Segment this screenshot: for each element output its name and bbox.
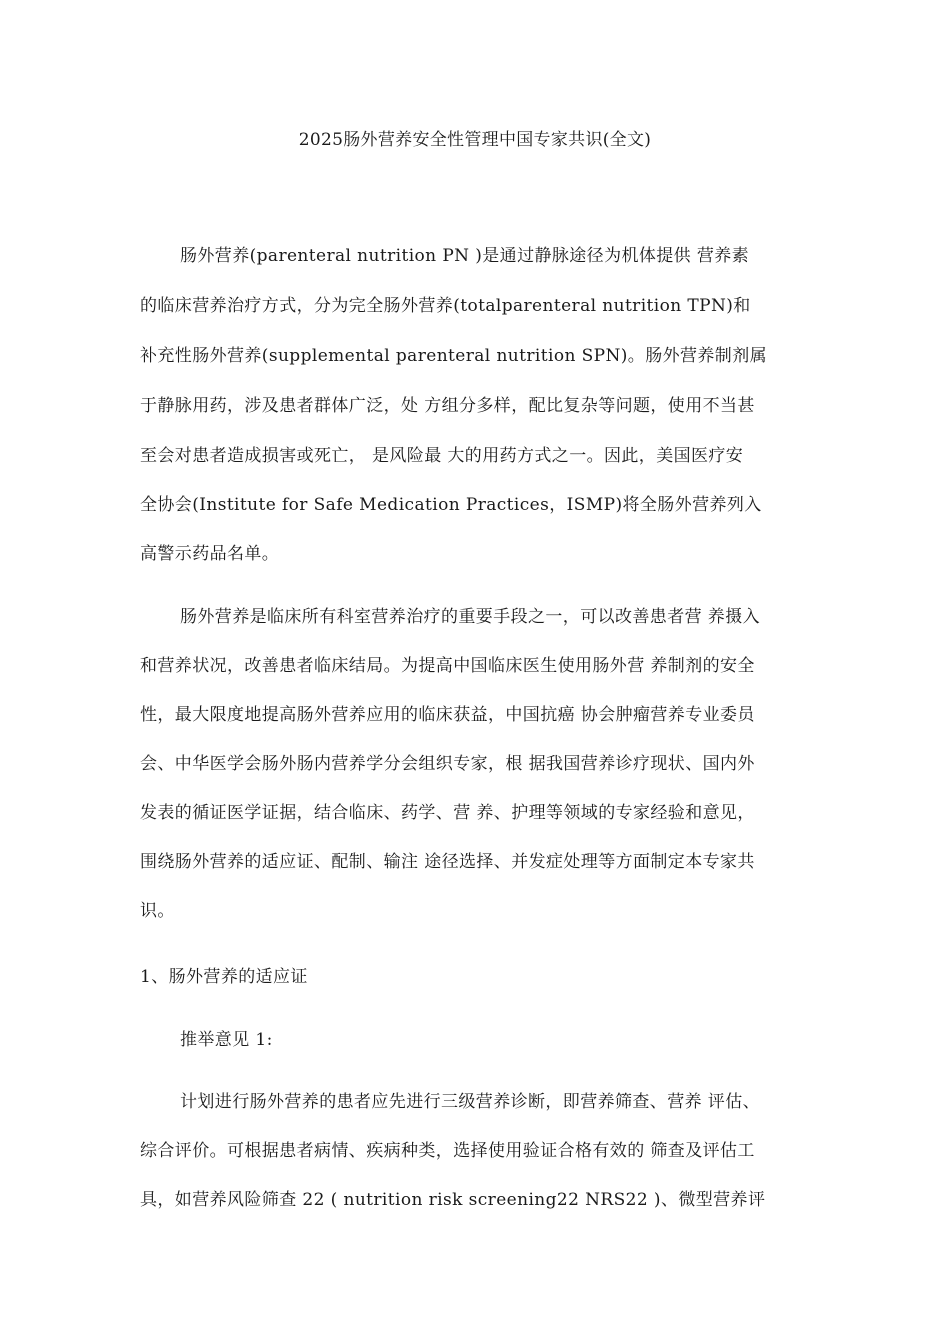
- paragraph-1-line-7: 高警示药品名单。: [140, 544, 280, 564]
- paragraph-2-line-2: 和营养状况，改善患者临床结局。为提高中国临床医生使用肠外营 养制剂的安全: [140, 656, 755, 676]
- recommendation-label: 推举意见 1:: [180, 1030, 273, 1050]
- paragraph-2-line-5: 发表的循证医学证据，结合临床、药学、营 养、护理等领域的专家经验和意见，: [140, 803, 755, 823]
- paragraph-1-line-3: 补充性肠外营养(supplemental parenteral nutrition SPN)。肠外营养制剂属: [140, 346, 767, 366]
- paragraph-1-line-4: 于静脉用药，涉及患者群体广泛，处 方组分多样，配比复杂等问题，使用不当甚: [140, 396, 755, 416]
- section-heading: 1、肠外营养的适应证: [140, 967, 308, 987]
- paragraph-1-line-5: 至会对患者造成损害或死亡， 是风险最 大的用药方式之一。因此，美国医疗安: [140, 446, 744, 466]
- paragraph-1-line-1: 肠外营养(parenteral nutrition PN )是通过静脉途径为机体提供 营养素: [180, 246, 750, 266]
- paragraph-1-line-2: 的临床营养治疗方式，分为完全肠外营养(totalparenteral nutrition TPN)和: [140, 296, 751, 316]
- paragraph-1-line-6: 全协会(Institute for Safe Medication Practices，ISMP)将全肠外营养列入: [140, 495, 762, 515]
- recommendation-line-1: 计划进行肠外营养的患者应先进行三级营养诊断，即营养筛查、营养 评估、: [180, 1092, 761, 1112]
- paragraph-2-line-6: 围绕肠外营养的适应证、配制、输注 途径选择、并发症处理等方面制定本专家共: [140, 852, 755, 872]
- paragraph-2-line-3: 性，最大限度地提高肠外营养应用的临床获益，中国抗癌 协会肿瘤营养专业委员: [140, 705, 755, 725]
- recommendation-line-2: 综合评价。可根据患者病情、疾病种类，选择使用验证合格有效的 筛查及评估工: [140, 1141, 755, 1161]
- document-title: 2025肠外营养安全性管理中国专家共识(全文): [298, 130, 652, 150]
- paragraph-2-line-4: 会、中华医学会肠外肠内营养学分会组织专家，根 据我国营养诊疗现状、国内外: [140, 754, 755, 774]
- paragraph-2-line-7: 识。: [140, 901, 175, 921]
- recommendation-line-3: 具，如营养风险筛查 22 ( nutrition risk screening22 NRS22 )、微型营养评: [140, 1190, 766, 1210]
- paragraph-2-line-1: 肠外营养是临床所有科室营养治疗的重要手段之一，可以改善患者营 养摄入: [180, 607, 761, 627]
